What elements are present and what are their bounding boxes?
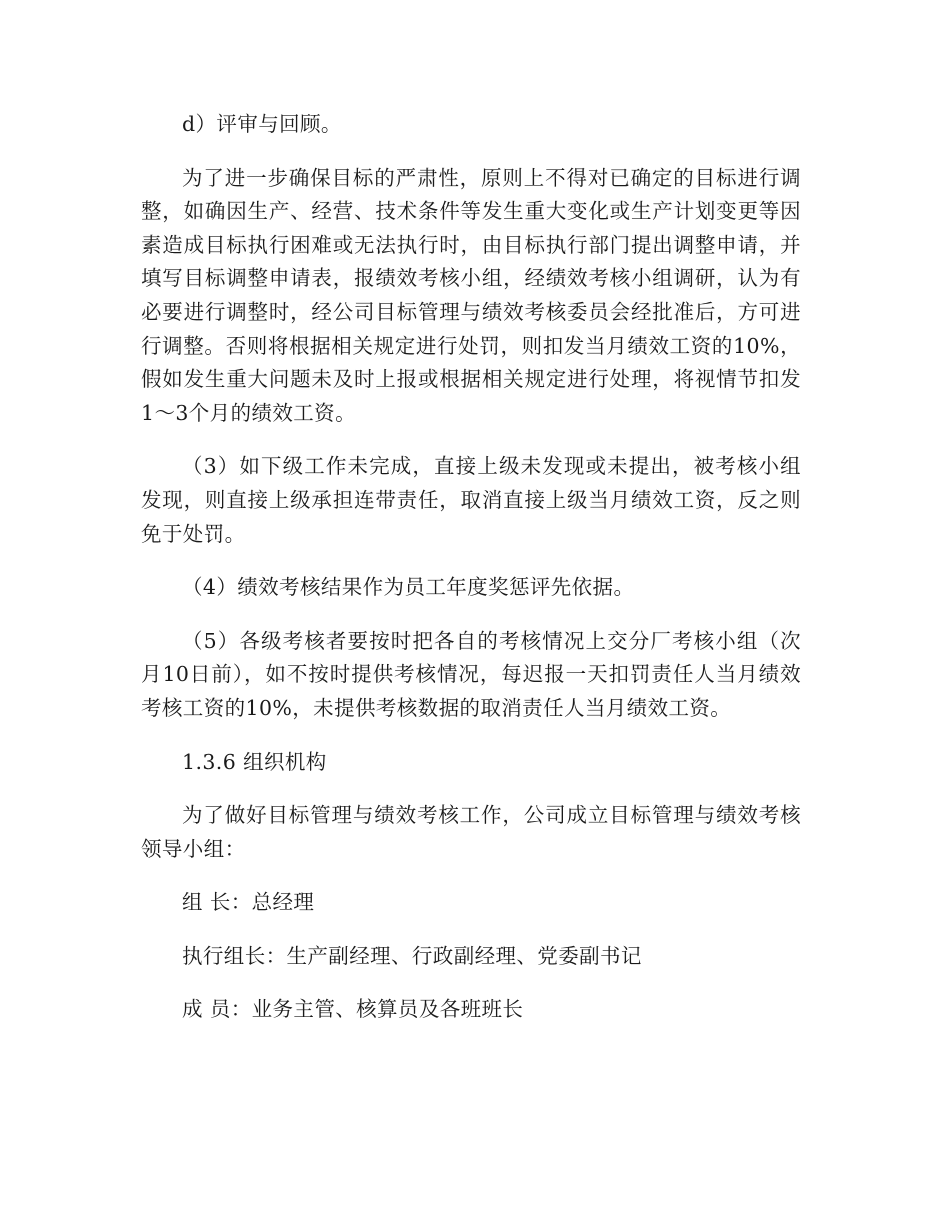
section-heading-organization: 1.3.6 组织机构 [182,749,327,774]
paragraph-target-adjustment: 为了进一步确保目标的严肃性，原则上不得对已确定的目标进行调整，如确因生产、经营、技术条件等发生重大变化或生产计划变更等因素造成目标执行困难或无法执行时，由目标执行部门提出调整申请，并填写目标调整申请表，报绩效考核小组，经绩效考核小组调研，认为有必要进行调整时，经公司目标管理与绩效考核委员会经批准后，方可进行调整。否则将根据相关规定进行处罚，则扣发当月绩效工资的10%，假如发生重大问题未及时上报或根据相关规定进行处理，将视情节扣发1～3个月的绩效工资。 [141,165,801,425]
paragraph-team-leader: 组 长：总经理 [182,890,315,915]
paragraph-item-3: （3）如下级工作未完成，直接上级未发现或未提出，被考核小组发现，则直接上级承担连带责任，取消直接上级当月绩效工资，反之则免于处罚。 [141,454,801,546]
paragraph-members: 成 员：业务主管、核算员及各班班长 [182,997,524,1022]
paragraph-executive-leader: 执行组长：生产副经理、行政副经理、党委副书记 [182,943,642,968]
paragraph-leadership-group: 为了做好目标管理与绩效考核工作，公司成立目标管理与绩效考核领导小组： [141,803,801,861]
paragraph-item-5: （5）各级考核者要按时把各自的考核情况上交分厂考核小组（次月10日前），如不按时提供考核情况，每迟报一天扣罚责任人当月绩效考核工资的10%，未提供考核数据的取消责任人当月绩效工资。 [141,628,801,720]
document-body [141,108,801,1047]
paragraph-item-4: （4）绩效考核结果作为员工年度奖惩评先依据。 [182,575,635,600]
paragraph-review: d）评审与回顾。 [182,112,342,136]
